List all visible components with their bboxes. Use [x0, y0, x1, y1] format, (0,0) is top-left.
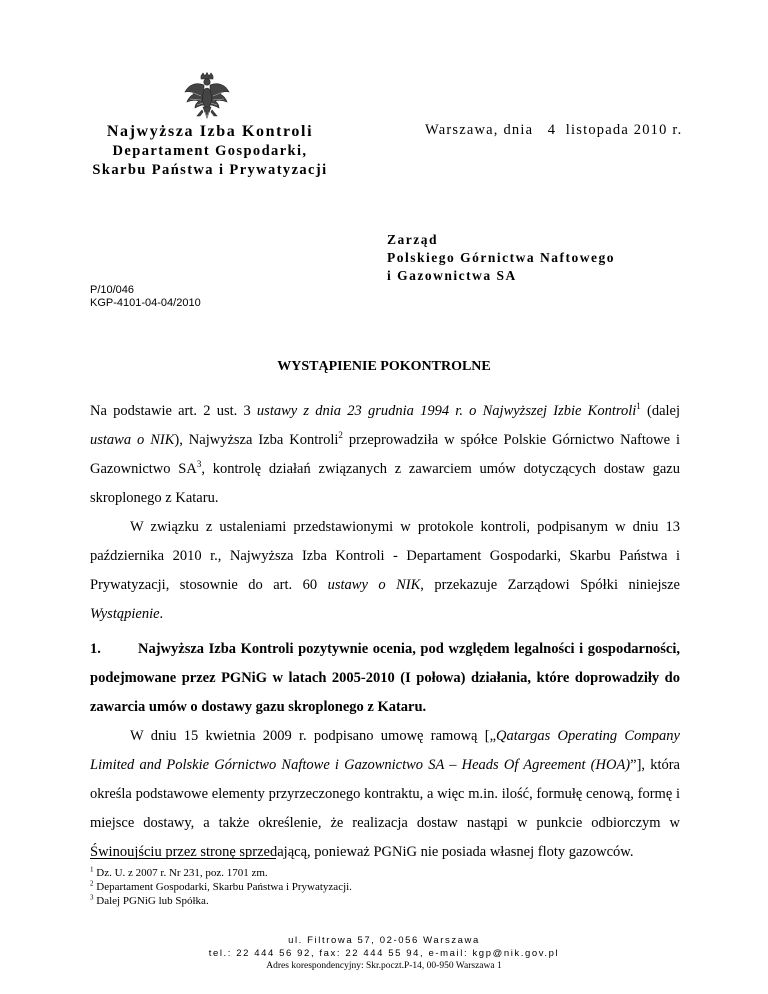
document-body: [90, 397, 680, 867]
text-run: W związku z ustaleniami przedstawionymi w protokole kontroli, podpisanym w dniu 13 października 2010 r., Najwyższa Izba Kontroli - Departament Gospodarki, Skarbu Państwa i Prywatyzacji, stosownie do art. 60: [90, 519, 680, 593]
section-number: 1.: [90, 641, 101, 657]
reference-number-1: P/10/046: [90, 284, 135, 296]
footer-address: ul. Filtrowa 57, 02-056 Warszawa: [288, 935, 480, 946]
footnote-text: Dalej PGNiG lub Spółka.: [96, 895, 209, 907]
page-footer: [0, 934, 768, 973]
text-run: .: [159, 606, 164, 622]
footer-contact: tel.: 22 444 56 92, fax: 22 444 55 94, e-mail: kgp@nik.gov.pl: [208, 948, 560, 959]
department-name-line1: Departament Gospodarki,: [112, 143, 308, 159]
footnote-item: [90, 866, 352, 880]
org-name: Najwyższa Izba Kontroli: [106, 123, 314, 140]
text-run: Na podstawie art. 2 ust. 3: [90, 403, 257, 419]
assessment-text: Najwyższa Izba Kontroli pozytywnie ocenia, pod względem legalności i gospodarności, podejmowane przez PGNiG w latach 2005-2010 (I połowa) działania, które doprowadziły do zawarcia umów o dostawy gazu skroplonego z Kataru.: [90, 641, 680, 715]
agreement-name: Qatargas Operating Company Limited and Polskie Górnictwo Naftowe i Gazownictwo SA – Heads Of Agreement (HOA): [90, 728, 680, 773]
text-run: ), Najwyższa Izba Kontroli: [174, 432, 339, 448]
footnote-ref: 2: [338, 430, 343, 441]
reference-number-2: KGP-4101-04-04/2010: [90, 297, 201, 309]
recipient-line3: i Gazownictwa SA: [387, 268, 517, 283]
footnote-item: [90, 894, 352, 908]
text-run: , przekazuje Zarządowi Spółki niniejsze: [420, 577, 680, 593]
paragraph-assessment: [90, 635, 680, 722]
footnote-text: Dz. U. z 2007 r. Nr 231, poz. 1701 zm.: [96, 867, 268, 879]
paragraph-context: [90, 513, 680, 629]
text-run: W dniu 15 kwietnia 2009 r. podpisano umowę ramową [„: [130, 728, 497, 744]
footnote-separator: [90, 858, 276, 859]
text-run: , kontrolę działań związanych z zawarciem umów dotyczących dostaw gazu skroplonego z Kataru.: [90, 461, 680, 506]
department-name-line2: Skarbu Państwa i Prywatyzacji: [92, 162, 328, 178]
footnotes: [90, 866, 352, 908]
law-short-name: ustawy o NIK: [327, 577, 421, 593]
law-title: ustawy z dnia 23 grudnia 1994 r. o Najwyższej Izbie Kontroli: [256, 403, 637, 419]
polish-eagle-emblem-icon: [183, 72, 231, 124]
recipient-address: [387, 231, 615, 285]
text-run: ”], która określa podstawowe elementy przyrzeczonego kontraktu, a więc m.in. ilość, formułę cenową, formę i miejsce dostawy, a także określenie, że realizacja dostaw nastąpi w punkcie odbiorczym w Świnoujściu przez stronę sprzedającą, ponieważ PGNiG nie posiada własnej floty gazowców.: [90, 757, 680, 860]
footnote-ref: 1: [636, 401, 641, 412]
footnote-item: [90, 880, 352, 894]
footnote-text: Departament Gospodarki, Skarbu Państwa i Prywatyzacji.: [96, 881, 352, 893]
sender-organization: [70, 122, 350, 180]
paragraph-agreement: [90, 722, 680, 867]
recipient-line1: Zarząd: [387, 232, 438, 247]
reference-numbers: [90, 284, 201, 310]
text-run: przeprowadziła w spółce Polskie Górnictwo Naftowe i Gazownictwo SA: [90, 432, 680, 477]
document-name: Wystąpienie: [90, 606, 160, 622]
recipient-line2: Polskiego Górnictwa Naftowego: [387, 250, 615, 265]
place-and-date: Warszawa, dnia 4 listopada 2010 r.: [425, 122, 683, 138]
footnote-number: 1: [90, 865, 94, 874]
footer-mailing-address: Adres korespondencyjny: Skr.poczt.P-14, 00-950 Warszawa 1: [266, 961, 502, 971]
footnote-ref: 3: [196, 459, 202, 470]
text-run: (dalej: [640, 403, 680, 419]
footnote-number: 2: [90, 879, 94, 888]
law-short-name: ustawa o NIK: [90, 432, 175, 448]
footnote-number: 3: [90, 893, 94, 902]
document-title: WYSTĄPIENIE POKONTROLNE: [277, 359, 491, 374]
paragraph-intro: [90, 397, 680, 513]
